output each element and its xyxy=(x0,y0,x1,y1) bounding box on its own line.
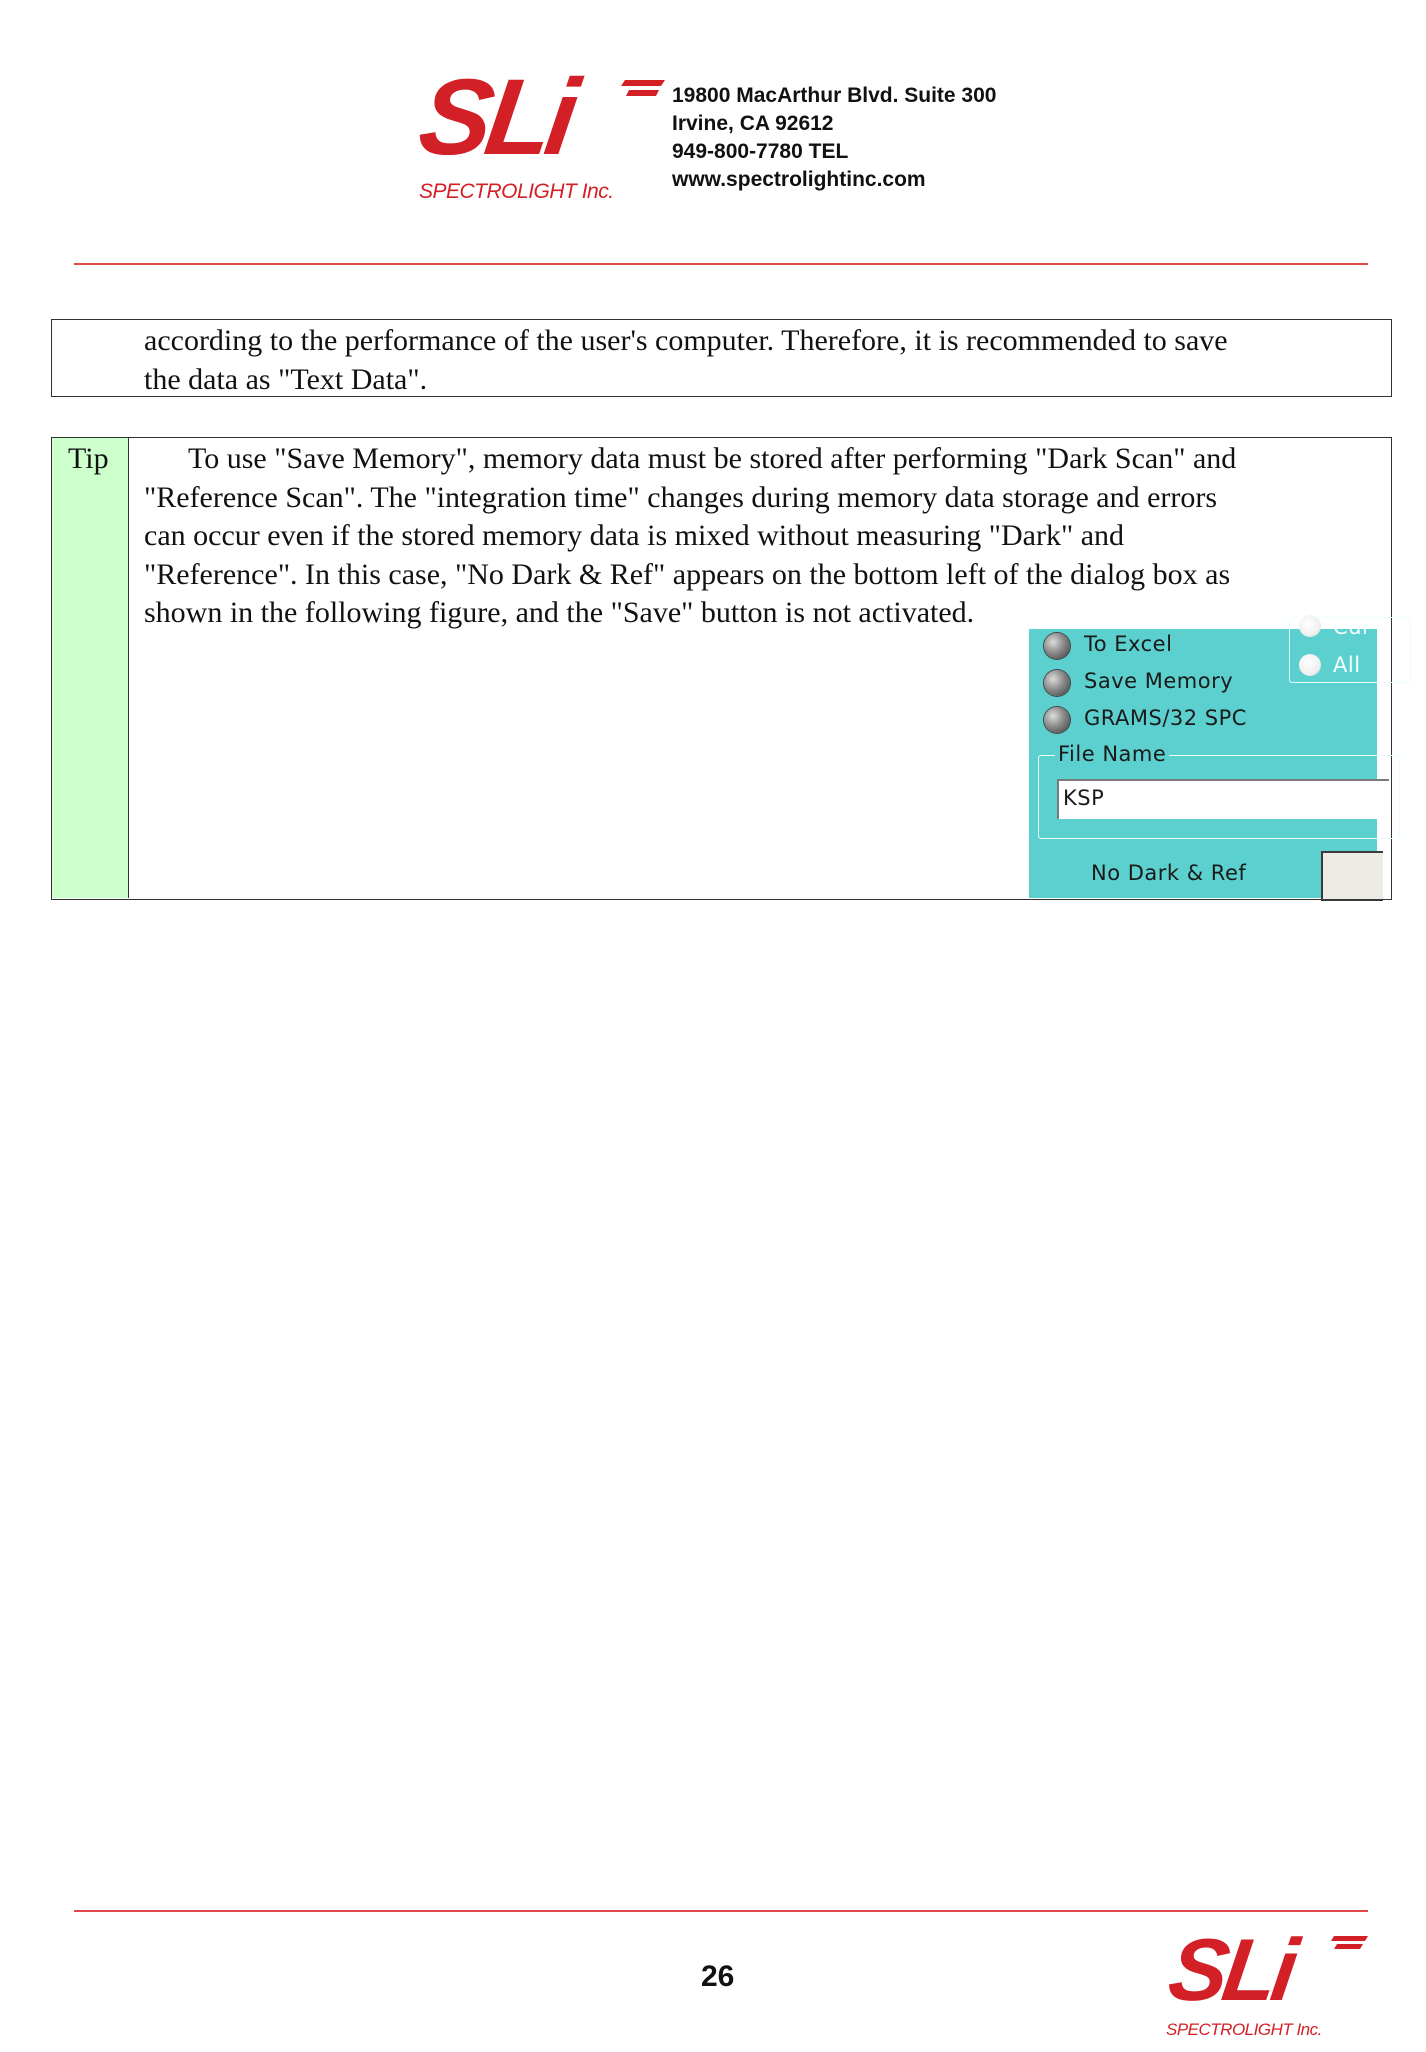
radio-all[interactable] xyxy=(1299,654,1321,676)
continuation-line: the data as "Text Data". xyxy=(144,362,428,396)
scope-cur-label: Cur xyxy=(1333,615,1372,639)
continuation-line: according to the performance of the user's computer. Therefore, it is recommended to save xyxy=(144,324,1228,357)
tip-line: "Reference Scan". The "integration time" changes during memory data storage and errors xyxy=(144,480,1218,514)
footer-logo xyxy=(1162,1920,1372,2046)
company-logo xyxy=(412,56,665,210)
radio-save-memory[interactable] xyxy=(1044,670,1070,696)
footer-logo-subtitle: SPECTROLIGHT Inc. xyxy=(1166,2020,1322,2039)
continuation-text xyxy=(144,322,1384,399)
radio-to-excel[interactable] xyxy=(1044,633,1070,659)
no-dark-ref-status: No Dark & Ref xyxy=(1091,861,1247,885)
header-rule xyxy=(74,263,1368,265)
scope-all-label: All xyxy=(1333,653,1361,677)
save-button[interactable] xyxy=(1321,851,1383,901)
address-city: Irvine, CA 92612 xyxy=(672,112,834,135)
tip-text xyxy=(144,440,1384,633)
header xyxy=(0,0,1426,270)
page-number: 26 xyxy=(701,1960,735,1993)
logo-wordmark: SLi xyxy=(412,56,580,177)
tip-label-cell xyxy=(52,438,129,898)
tip-label: Tip xyxy=(68,442,109,475)
radio-grams-spc[interactable] xyxy=(1044,707,1070,733)
company-address xyxy=(672,82,996,194)
file-name-input[interactable] xyxy=(1057,779,1389,819)
footer-logo-wordmark: SLi xyxy=(1163,1920,1299,2019)
option-to-excel-label: To Excel xyxy=(1084,632,1173,656)
save-dialog-screenshot xyxy=(1029,615,1377,898)
option-save-memory-label: Save Memory xyxy=(1084,669,1234,693)
address-website[interactable]: www.spectrolightinc.com xyxy=(672,168,926,191)
continuation-box xyxy=(51,319,1392,397)
tip-box xyxy=(51,437,1392,900)
address-street: 19800 MacArthur Blvd. Suite 300 xyxy=(672,84,997,107)
tip-line: can occur even if the stored memory data is mixed without measuring "Dark" and xyxy=(144,519,1125,552)
file-name-label: File Name xyxy=(1055,742,1169,766)
logo-subtitle: SPECTROLIGHT Inc. xyxy=(419,180,614,203)
file-name-value: KSP xyxy=(1063,786,1105,810)
tip-line: To use "Save Memory", memory data must be stored after performing "Dark Scan" and xyxy=(188,442,1237,475)
option-grams-spc-label: GRAMS/32 SPC xyxy=(1084,706,1247,730)
tip-line: shown in the following figure, and the "Save" button is not activated. xyxy=(144,596,975,629)
address-phone: 949-800-7780 TEL xyxy=(672,140,849,163)
footer-rule xyxy=(74,1910,1368,1912)
radio-cur[interactable] xyxy=(1299,615,1321,637)
tip-line: "Reference". In this case, "No Dark & Ref" appears on the bottom left of the dialog box as xyxy=(144,557,1231,591)
